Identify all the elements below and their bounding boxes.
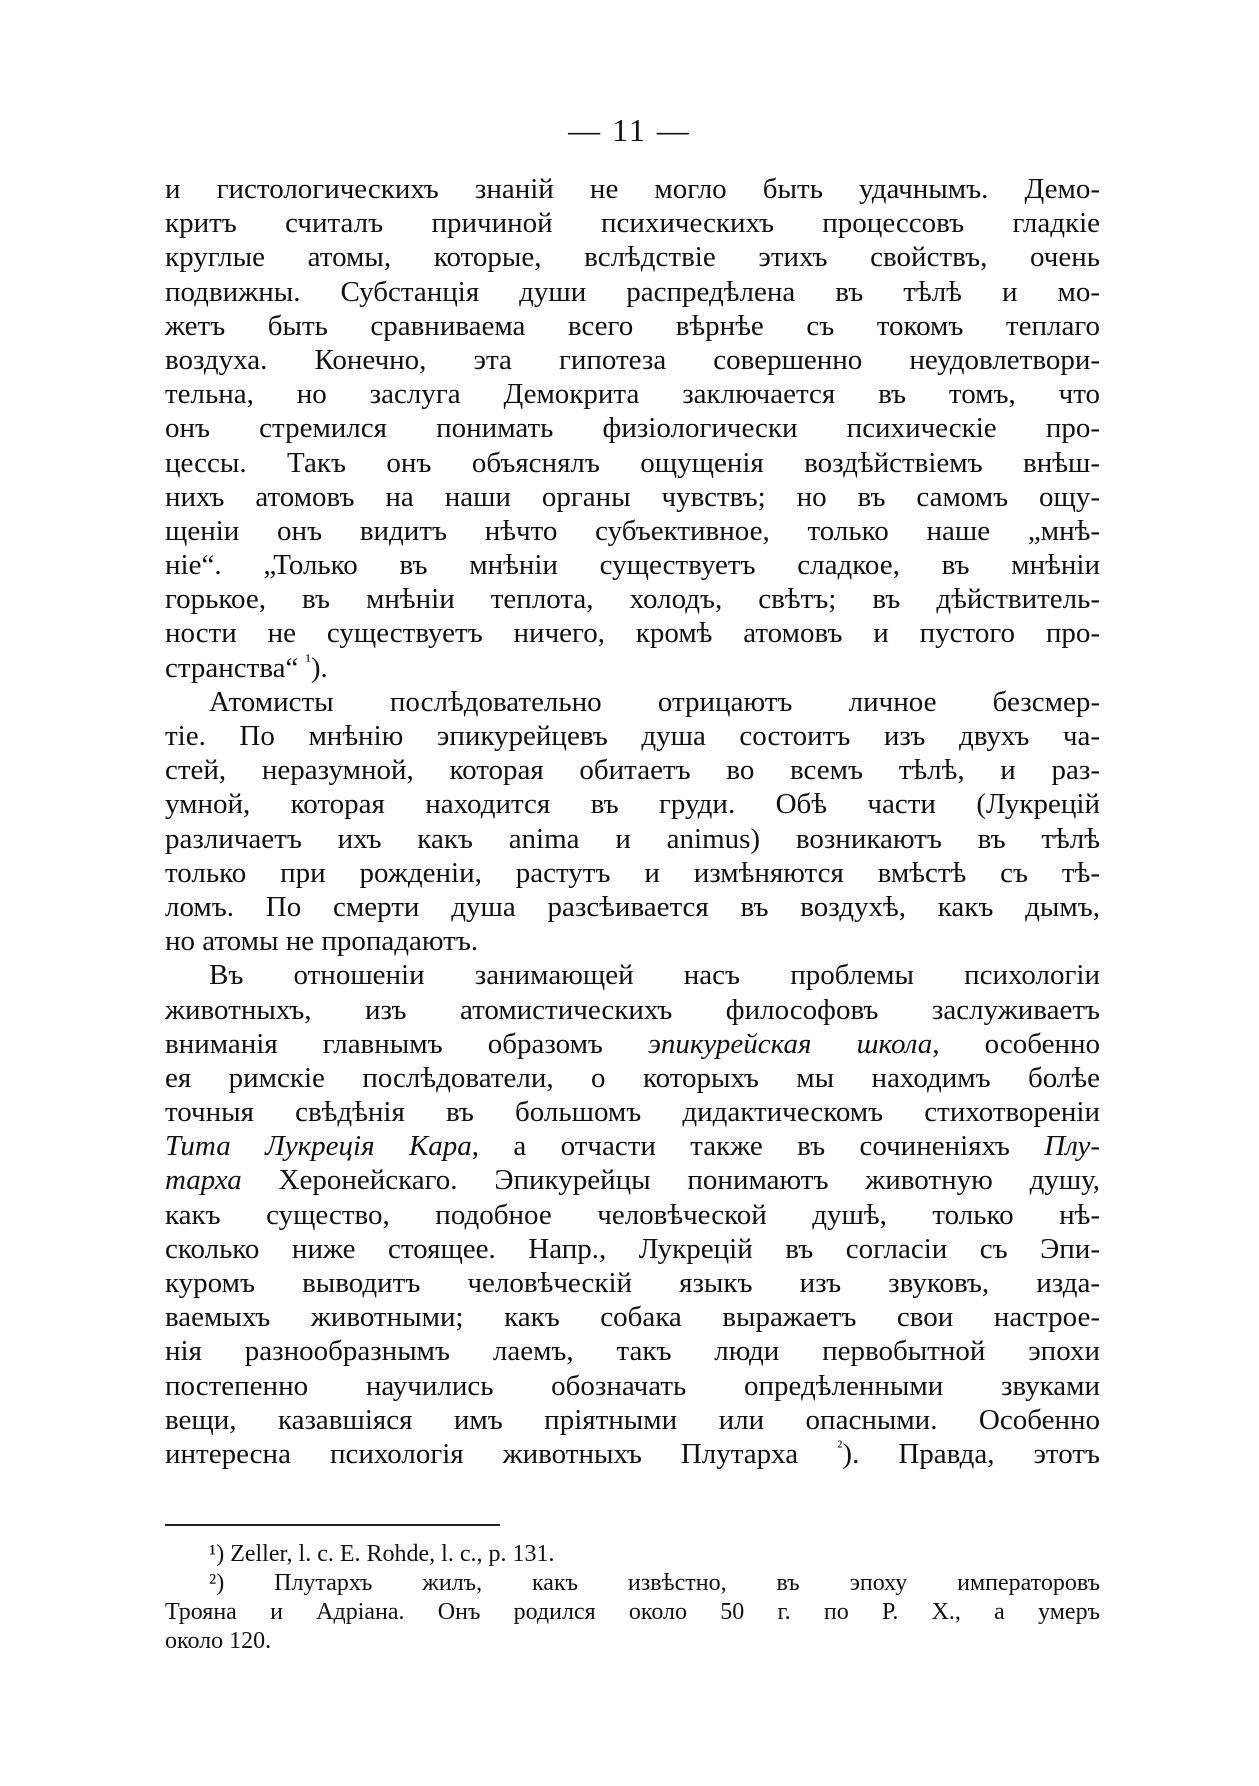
text-line: горькое, въ мнѣніи теплота, холодъ, свѣтъ; въ дѣйствитель- (165, 583, 1100, 616)
text-line: но атомы не пропадаютъ. (165, 925, 479, 958)
main-text (165, 172, 1100, 1471)
text-line: только при рожденіи, растутъ и измѣняются вмѣстѣ съ тѣ- (165, 856, 1100, 889)
text-fragment: интересна психологія животныхъ Плутарха (165, 1437, 799, 1470)
footnote-line: около 120. (165, 1628, 272, 1654)
text-line: щеніи онъ видитъ нѣчто субъективное, только наше „мнѣ- (165, 514, 1100, 547)
text-line: нія разнообразнымъ лаемъ, такъ люди первобытной эпохи (165, 1335, 1100, 1368)
footnote-marker: ¹) (209, 1541, 225, 1567)
text-fragment: ). (310, 651, 328, 684)
text-line: вещи, казавшіяся имъ пріятными или опасными. Особенно (165, 1403, 1100, 1436)
italic-term: тарха (165, 1164, 242, 1197)
text-line (165, 1437, 1100, 1471)
text-line: животныхъ, изъ атомистическихъ философовъ заслуживаетъ (165, 993, 1100, 1026)
italic-term: Плу- (1044, 1130, 1101, 1163)
footnote-text: Плутархъ жилъ, какъ извѣстно, въ эпоху императоровъ (274, 1570, 1100, 1596)
text-line: точныя свѣдѣнія въ большомъ дидактическомъ стихотвореніи (165, 1096, 1100, 1129)
footnote-ref: ¹ (305, 649, 311, 670)
footnote-2 (165, 1569, 1100, 1598)
text-line: ваемыхъ животными; какъ собака выражаетъ свои настрое- (165, 1301, 1100, 1334)
footnote-separator (165, 1524, 500, 1526)
footnote-1 (165, 1540, 1100, 1569)
text-fragment: . Правда, этотъ (852, 1437, 1100, 1470)
text-line: какъ существо, подобное человѣческой душѣ, только нѣ- (165, 1198, 1100, 1231)
text-line: ніе“. „Только въ мнѣніи существуетъ сладкое, въ мнѣніи (165, 549, 1100, 582)
text-line: сколько ниже стоящее. Напр., Лукрецій въ согласіи съ Эпи- (165, 1232, 1100, 1265)
text-line: тельна, но заслуга Демокрита заключается въ томъ, что (165, 378, 1100, 411)
text-line: ломъ. По смерти душа разсѣивается въ воздухѣ, какъ дымъ, (165, 890, 1100, 923)
text-fragment: вниманія главнымъ образомъ (165, 1027, 603, 1060)
text-line: куромъ выводитъ человѣческій языкъ изъ звуковъ, изда- (165, 1267, 1100, 1299)
text-line: умной, которая находится въ груди. Обѣ части (Лукрецій (165, 788, 1100, 821)
text-line: постепенно научились обозначать опредѣленными звуками (165, 1369, 1100, 1402)
text-fragment: ) (842, 1437, 853, 1470)
text-line: цессы. Такъ онъ объяснялъ ощущенія воздѣйствіемъ внѣш- (165, 446, 1100, 479)
footnote-ref: ² (837, 1436, 843, 1457)
text-line (165, 1129, 1100, 1163)
text-line: различаетъ ихъ какъ anima и animus) возникаютъ въ тѣлѣ (165, 822, 1100, 855)
text-line (165, 1163, 1100, 1197)
footnotes (165, 1540, 1100, 1656)
text-line: жетъ быть сравниваема всего вѣрнѣе съ токомъ теплаго (165, 309, 1100, 342)
footnote-line: Трояна и Адріана. Онъ родился около 50 г. по Р. Х., а умеръ (165, 1599, 1100, 1625)
text-line: подвижны. Субстанція души распредѣлена въ тѣлѣ и мо- (165, 275, 1100, 308)
text-fragment: Херонейскаго. Эпикурейцы понимаютъ животную душу, (278, 1164, 1100, 1197)
page-number: — 11 — (568, 112, 691, 148)
text-line: критъ считалъ причиной психическихъ процессовъ гладкіе (165, 207, 1100, 240)
text-line: нихъ атомовъ на наши органы чувствъ; но въ самомъ ощу- (165, 480, 1100, 513)
paragraph-start: Въ отношеніи занимающей насъ проблемы психологіи (209, 959, 1100, 992)
italic-term: Тита Лукреція Кара (165, 1130, 472, 1163)
text-fragment: , а отчасти также въ сочиненіяхъ (471, 1130, 1010, 1163)
text-line: ея римскіе послѣдователи, о которыхъ мы находимъ болѣе (165, 1061, 1100, 1094)
footnote-text: Zeller, l. c. E. Rohde, l. c., p. 131. (230, 1541, 555, 1567)
text-line (165, 1027, 1100, 1061)
text-line: ности не существуетъ ничего, кромѣ атомовъ и пустого про- (165, 617, 1100, 650)
text-line: онъ стремился понимать физіологически психическіе про- (165, 412, 1100, 445)
text-fragment: , особенно (932, 1027, 1100, 1060)
text-line: тіе. По мнѣнію эпикурейцевъ душа состоитъ изъ двухъ ча- (165, 720, 1100, 752)
text-line: круглые атомы, которые, вслѣдствіе этихъ свойствъ, очень (165, 241, 1100, 274)
text-line: воздуха. Конечно, эта гипотеза совершенно неудовлетвори- (165, 343, 1100, 376)
italic-term: эпикурейская школа (648, 1027, 933, 1060)
text-line: стей, неразумной, которая обитаетъ во всемъ тѣлѣ, и раз- (165, 754, 1100, 787)
paragraph-start: Атомисты послѣдовательно отрицаютъ личное безсмер- (209, 685, 1100, 718)
text-line (165, 651, 1100, 685)
text-fragment: странства“ (165, 651, 299, 684)
text-line: и гистологическихъ знаній не могло быть удачнымъ. Демо- (165, 173, 1100, 205)
footnote-marker: ²) (209, 1570, 225, 1596)
